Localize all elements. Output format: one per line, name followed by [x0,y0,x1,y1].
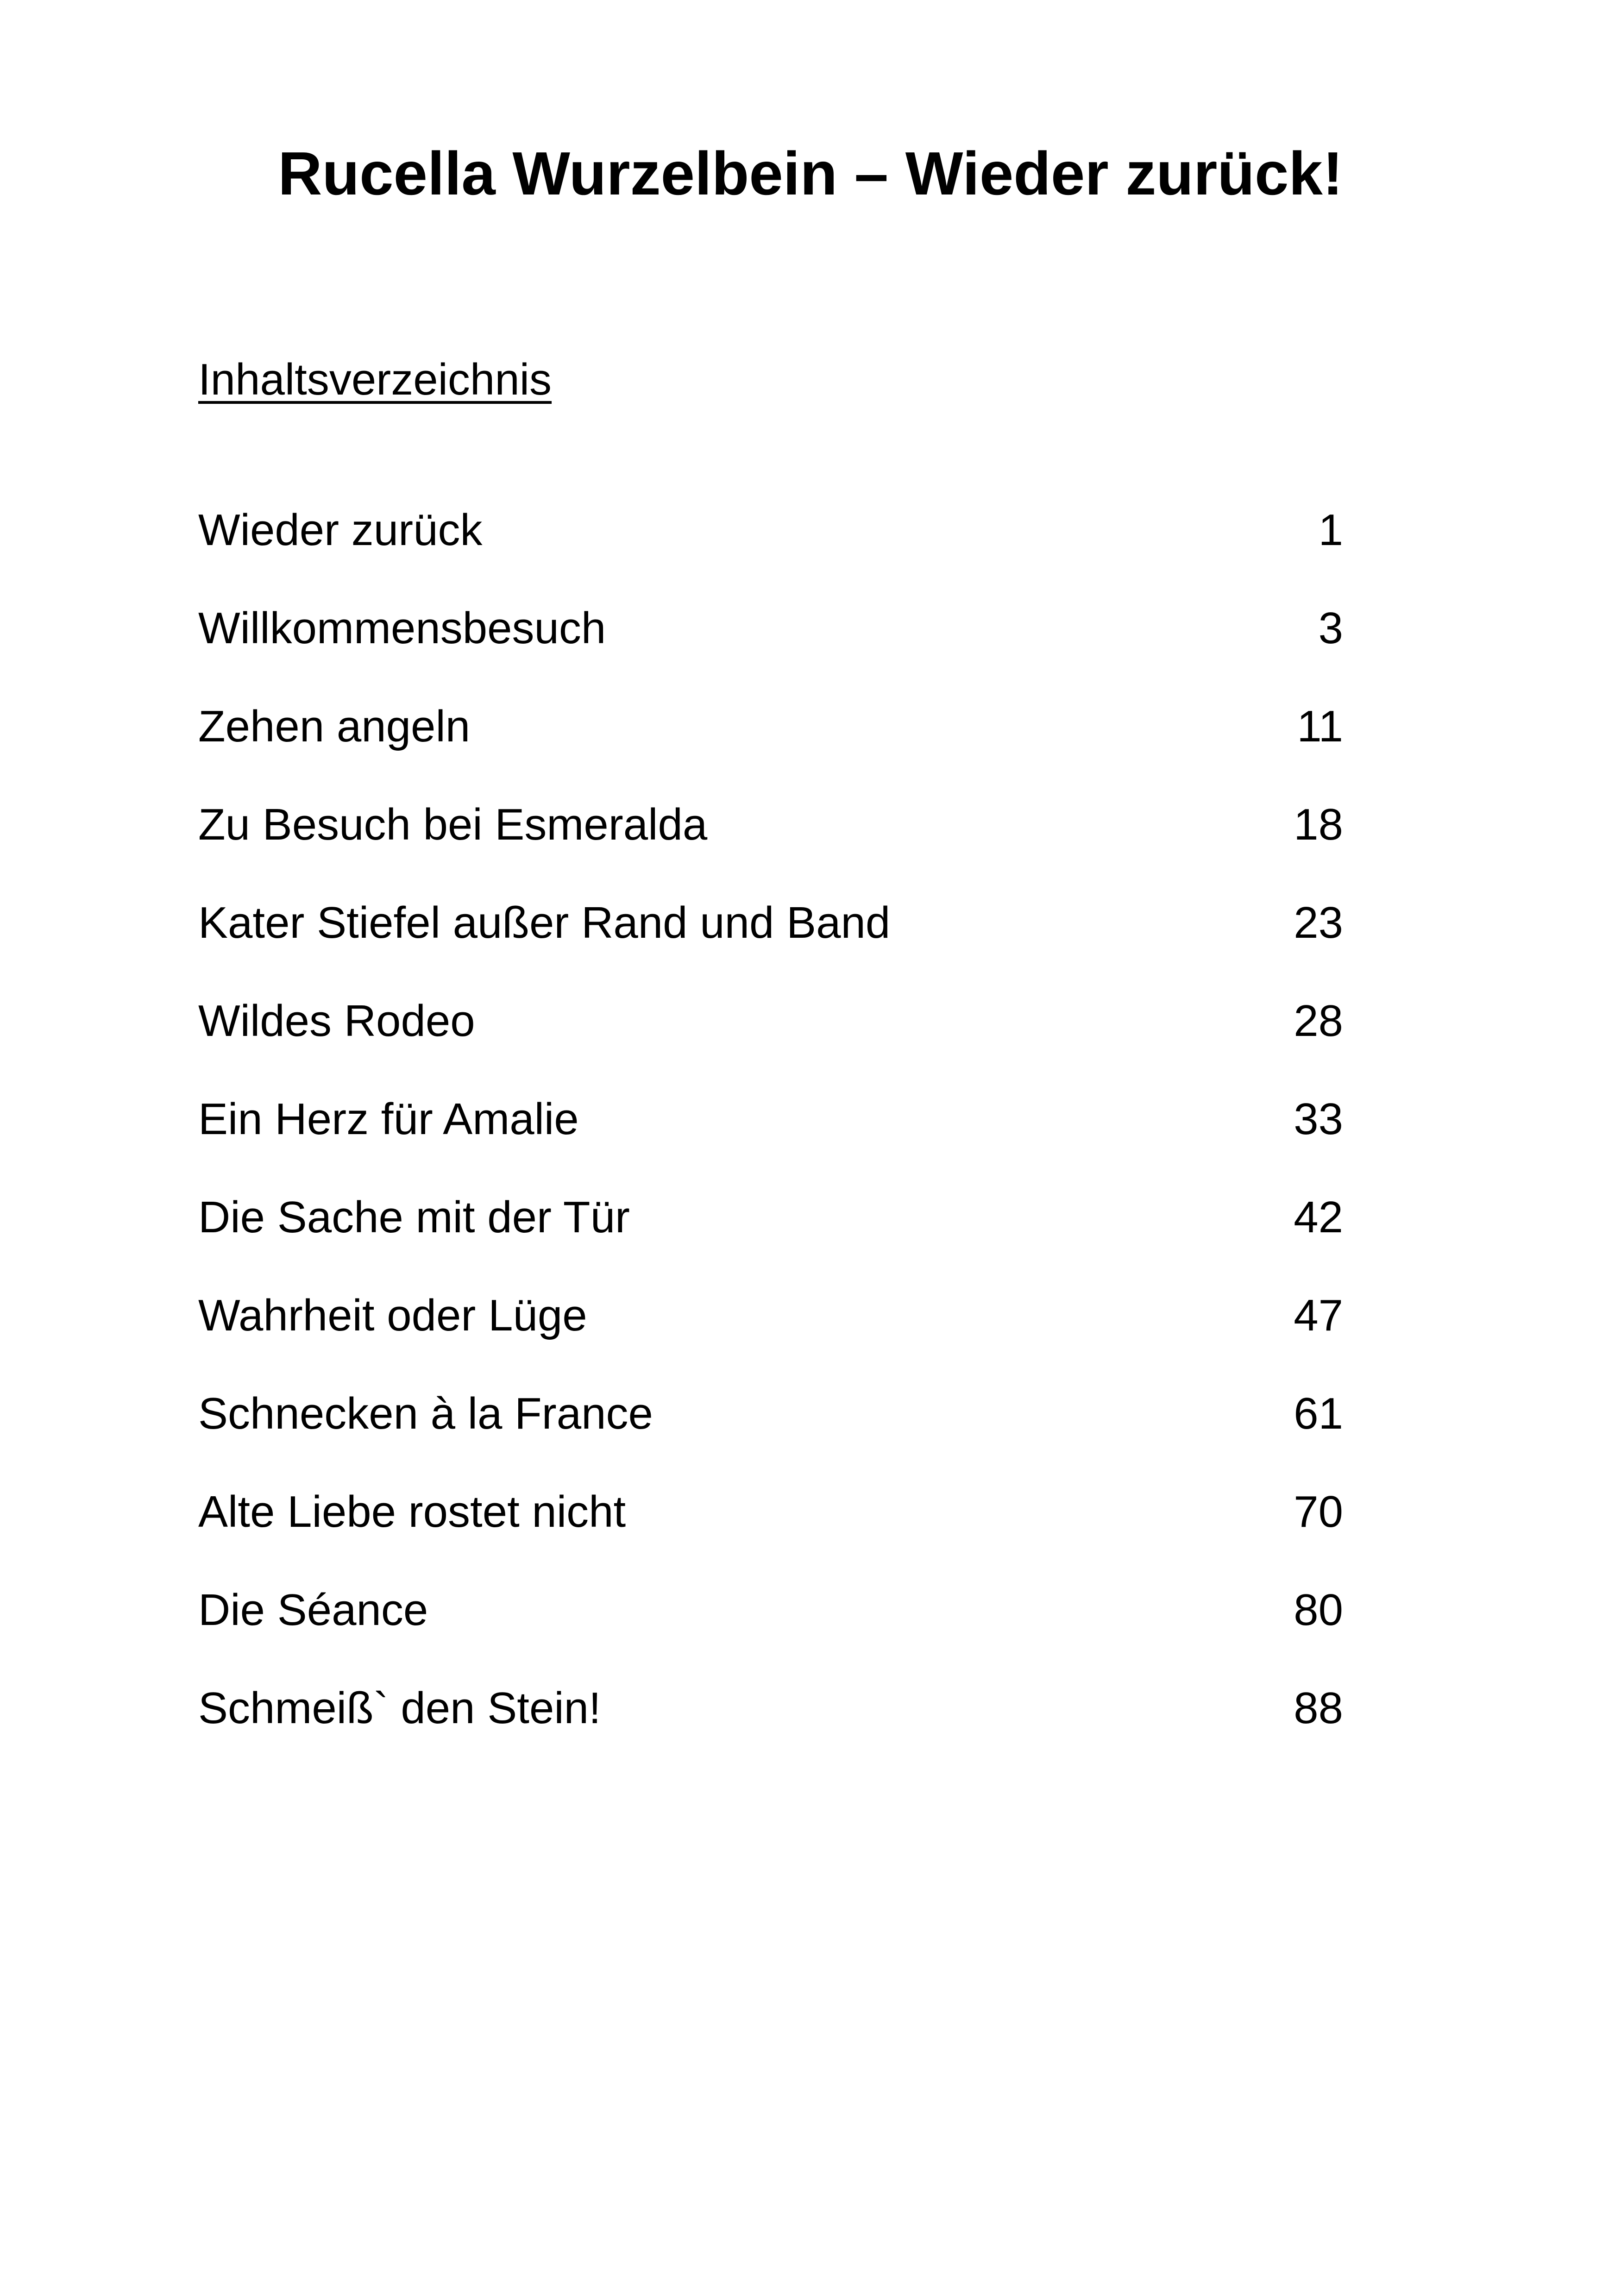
toc-entry [198,1487,1343,1585]
toc-entry [198,1290,1343,1388]
toc-entry [198,996,1343,1094]
toc-entry-title: Schmeiß` den Stein! [198,1683,601,1733]
toc-entry-page: 23 [1294,898,1343,947]
toc-entry-title: Zehen angeln [198,702,471,751]
toc-entry [198,603,1343,701]
toc-entry-title: Ein Herz für Amalie [198,1094,579,1144]
toc-entry-page: 70 [1294,1487,1343,1537]
toc-list [198,505,1343,1781]
toc-entry-title: Wieder zurück [198,505,483,555]
toc-entry-page: 18 [1294,800,1343,849]
toc-entry [198,701,1343,799]
toc-entry-title: Wildes Rodeo [198,996,475,1046]
toc-entry-page: 1 [1318,505,1343,555]
toc-entry-page: 42 [1294,1192,1343,1242]
toc-entry [198,897,1343,996]
toc-entry-title: Zu Besuch bei Esmeralda [198,800,708,849]
toc-entry [198,1585,1343,1683]
toc-entry-page: 80 [1294,1585,1343,1635]
toc-entry [198,1192,1343,1290]
toc-entry-page: 47 [1294,1291,1343,1340]
document-title: Rucella Wurzelbein – Wieder zurück! [278,139,1343,207]
toc-entry-title: Willkommensbesuch [198,603,606,653]
toc-entry-page: 3 [1318,603,1343,653]
toc-entry [198,1094,1343,1192]
toc-entry-page: 33 [1294,1094,1343,1144]
toc-entry-title: Wahrheit oder Lüge [198,1291,587,1340]
toc-entry-title: Die Sache mit der Tür [198,1192,630,1242]
toc-heading: Inhaltsverzeichnis [198,355,552,404]
toc-entry-page: 11 [1297,702,1343,751]
toc-entry-page: 28 [1294,996,1343,1046]
toc-entry [198,799,1343,897]
toc-entry-title: Die Séance [198,1585,428,1635]
toc-entry-title: Kater Stiefel außer Rand und Band [198,898,891,947]
toc-entry-title: Schnecken à la France [198,1389,653,1438]
toc-entry [198,1683,1343,1781]
toc-entry [198,1388,1343,1487]
toc-entry-page: 61 [1294,1389,1343,1438]
toc-entry-title: Alte Liebe rostet nicht [198,1487,626,1537]
toc-entry [198,505,1343,603]
toc-entry-page: 88 [1294,1683,1343,1733]
